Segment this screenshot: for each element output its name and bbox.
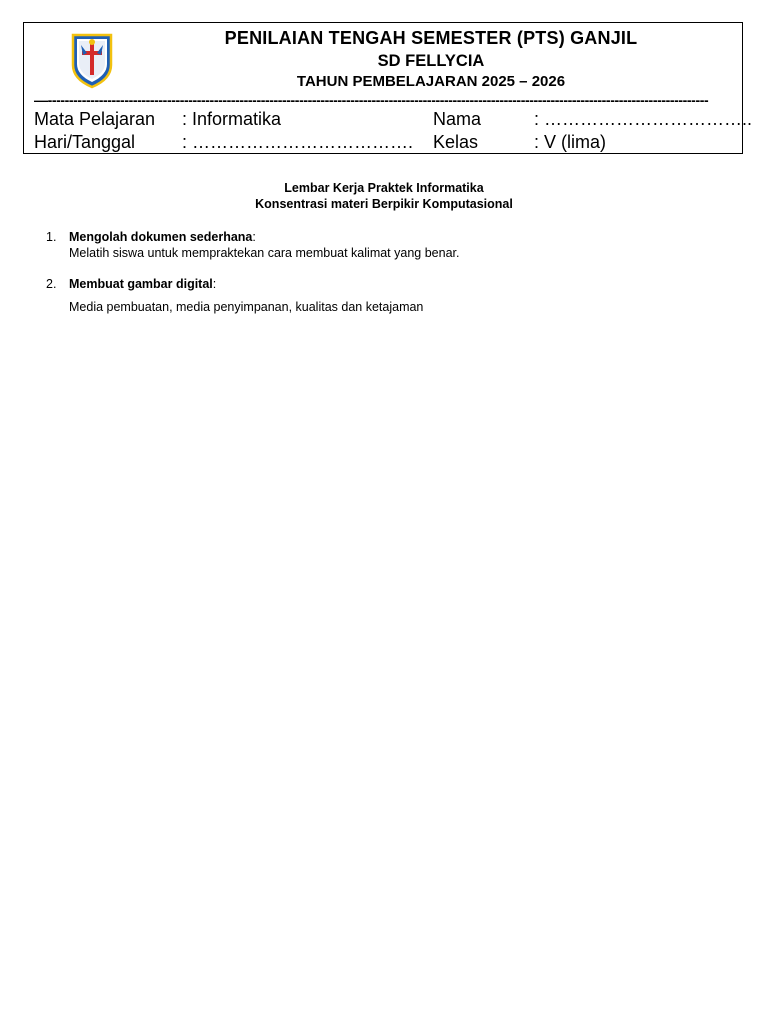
class-label: Kelas: [433, 132, 479, 152]
name-field[interactable]: : ……………………………..: [534, 109, 753, 129]
list-item-description: Melatih siswa untuk mempraktekan cara membuat kalimat yang benar.: [69, 246, 460, 260]
header-separator: —-----------------------------------------------------------------------------------------------------------------------------------------------------------: [34, 92, 709, 108]
subject-value: : Informatika: [182, 109, 282, 129]
worksheet-title: Lembar Kerja Praktek Informatika: [284, 181, 484, 195]
list-item-number: 1.: [46, 230, 57, 244]
list-item-heading-suffix: :: [252, 230, 256, 244]
worksheet-subtitle: Konsentrasi materi Berpikir Komputasional: [255, 197, 513, 211]
list-item-heading-text: Mengolah dokumen sederhana: [69, 230, 253, 244]
date-field[interactable]: : ……………………………….: [182, 132, 414, 152]
list-item-heading-suffix: :: [212, 277, 217, 291]
list-item-heading: [69, 230, 256, 244]
school-name: SD FELLYCIA: [377, 52, 485, 70]
list-item-heading: [69, 277, 216, 291]
list-item-number: 2.: [46, 277, 57, 291]
meta-row-subject: [24, 109, 753, 131]
name-label: Nama: [433, 109, 482, 129]
class-value: : V (lima): [534, 132, 606, 152]
exam-title: PENILAIAN TENGAH SEMESTER (PTS) GANJIL: [224, 28, 638, 48]
academic-year: TAHUN PEMBELAJARAN 2025 – 2026: [296, 73, 566, 90]
subject-label: Mata Pelajaran: [34, 109, 156, 129]
list-item-heading-text: Membuat gambar digital: [69, 277, 213, 291]
date-label: Hari/Tanggal: [34, 132, 136, 152]
list-item-description: Media pembuatan, media penyimpanan, kualitas dan ketajaman: [69, 300, 424, 314]
meta-row-date: [24, 132, 742, 154]
exam-header: [23, 22, 753, 154]
